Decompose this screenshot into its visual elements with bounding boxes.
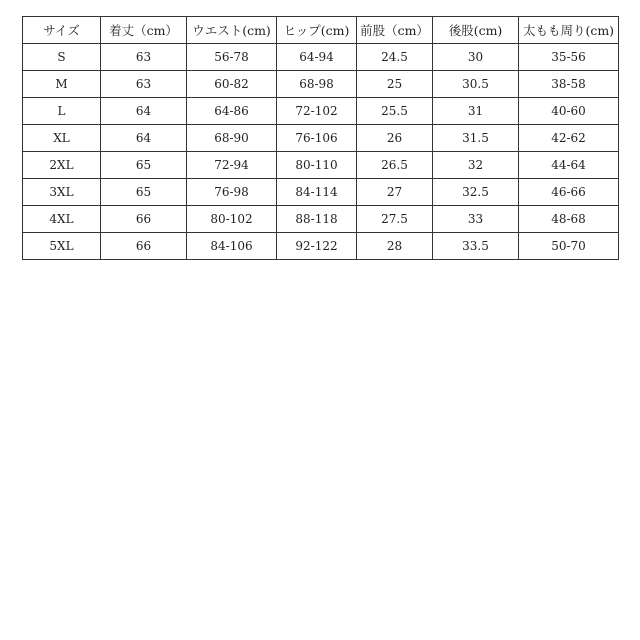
table-row [23,179,619,206]
table-cell: 3XL [23,179,101,206]
table-cell: 25 [357,71,433,98]
table-row [23,125,619,152]
table-cell: 56-78 [187,44,277,71]
table-cell: 65 [101,179,187,206]
table-cell: 44-64 [519,152,619,179]
table-cell: 40-60 [519,98,619,125]
table-cell: 2XL [23,152,101,179]
table-cell: 50-70 [519,233,619,260]
table-cell: XL [23,125,101,152]
table-cell: 65 [101,152,187,179]
table-row [23,44,619,71]
header-front-rise: 前股（cm） [357,17,433,44]
table-cell: 68-90 [187,125,277,152]
table-cell: 42-62 [519,125,619,152]
table-cell: 84-106 [187,233,277,260]
table-cell: 66 [101,206,187,233]
table-cell: 72-102 [277,98,357,125]
table-cell: 76-106 [277,125,357,152]
table-cell: 64-94 [277,44,357,71]
table-cell: 84-114 [277,179,357,206]
table-cell: 68-98 [277,71,357,98]
table-cell: S [23,44,101,71]
table-header-row [23,17,619,44]
table-cell: 63 [101,71,187,98]
table-cell: 48-68 [519,206,619,233]
table-cell: 46-66 [519,179,619,206]
table-cell: 64 [101,98,187,125]
table-row [23,98,619,125]
table-row [23,206,619,233]
table-cell: 64-86 [187,98,277,125]
header-waist: ウエスト(cm) [187,17,277,44]
table-cell: 26.5 [357,152,433,179]
size-chart-table [22,16,619,260]
table-cell: 33 [433,206,519,233]
table-cell: 4XL [23,206,101,233]
table-cell: 33.5 [433,233,519,260]
table-cell: 92-122 [277,233,357,260]
table-cell: 27.5 [357,206,433,233]
table-row [23,152,619,179]
table-cell: 80-102 [187,206,277,233]
table-cell: 32.5 [433,179,519,206]
table-cell: 72-94 [187,152,277,179]
table-cell: 24.5 [357,44,433,71]
table-cell: 28 [357,233,433,260]
table-cell: 31.5 [433,125,519,152]
table-cell: 30.5 [433,71,519,98]
header-back-rise: 後股(cm) [433,17,519,44]
table-cell: M [23,71,101,98]
table-cell: 64 [101,125,187,152]
table-cell: 88-118 [277,206,357,233]
table-cell: 26 [357,125,433,152]
table-row [23,233,619,260]
table-cell: 27 [357,179,433,206]
table-cell: 66 [101,233,187,260]
header-size: サイズ [23,17,101,44]
table-cell: 63 [101,44,187,71]
header-length: 着丈（cm） [101,17,187,44]
table-cell: 5XL [23,233,101,260]
table-cell: 35-56 [519,44,619,71]
header-thigh: 太もも周り(cm) [519,17,619,44]
table-cell: 76-98 [187,179,277,206]
table-row [23,71,619,98]
header-hip: ヒップ(cm) [277,17,357,44]
table-cell: 80-110 [277,152,357,179]
table-cell: 25.5 [357,98,433,125]
table-cell: 30 [433,44,519,71]
table-cell: 31 [433,98,519,125]
table-cell: L [23,98,101,125]
table-cell: 60-82 [187,71,277,98]
table-cell: 32 [433,152,519,179]
table-cell: 38-58 [519,71,619,98]
